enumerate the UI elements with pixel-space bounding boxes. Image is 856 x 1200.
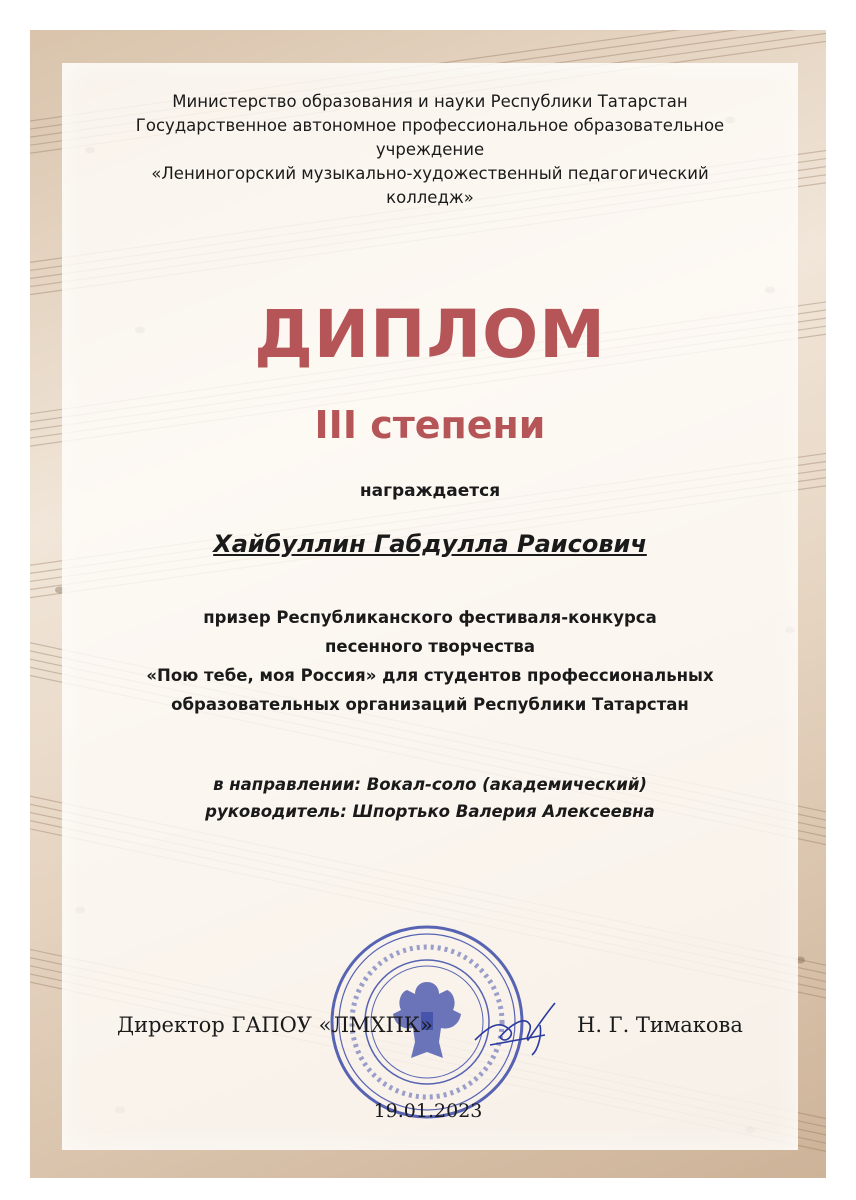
handwritten-signature-icon xyxy=(470,995,570,1060)
supervisor-line: руководитель: Шпортько Валерия Алексеевна xyxy=(205,802,655,821)
description-line: песенного творчества xyxy=(325,637,535,656)
awarded-label: награждается xyxy=(359,481,501,501)
recipient-name: Хайбуллин Габдулла Раисович xyxy=(213,530,647,558)
description-line: образовательных организаций Республики Татарстан xyxy=(171,695,689,714)
institution-line: Государственное автономное профессиональное образовательное xyxy=(135,116,725,135)
institution-line-cont: учреждение xyxy=(375,140,485,159)
award-description xyxy=(62,603,798,719)
description-line: призер Республиканского фестиваля-конкурса xyxy=(203,608,657,627)
director-name: Н. Г. Тимакова xyxy=(577,1013,743,1037)
issuer-header xyxy=(62,90,798,210)
award-details xyxy=(62,771,798,825)
direction-line: в направлении: Вокал-соло (академический) xyxy=(213,775,647,794)
diploma-title: ДИПЛОМ xyxy=(254,296,606,373)
director-position: Директор ГАПОУ «ЛМХПК» xyxy=(117,1013,433,1037)
issue-date: 19.01.2023 xyxy=(373,1100,483,1122)
ministry-line: Министерство образования и науки Республики Татарстан xyxy=(172,92,688,111)
diploma-degree: III степени xyxy=(314,403,546,447)
college-name-line: «Лениногорский музыкально-художественный педагогический xyxy=(151,164,709,183)
college-name-line-cont: колледж» xyxy=(386,188,474,207)
description-line: «Пою тебе, моя Россия» для студентов профессиональных xyxy=(146,666,714,685)
